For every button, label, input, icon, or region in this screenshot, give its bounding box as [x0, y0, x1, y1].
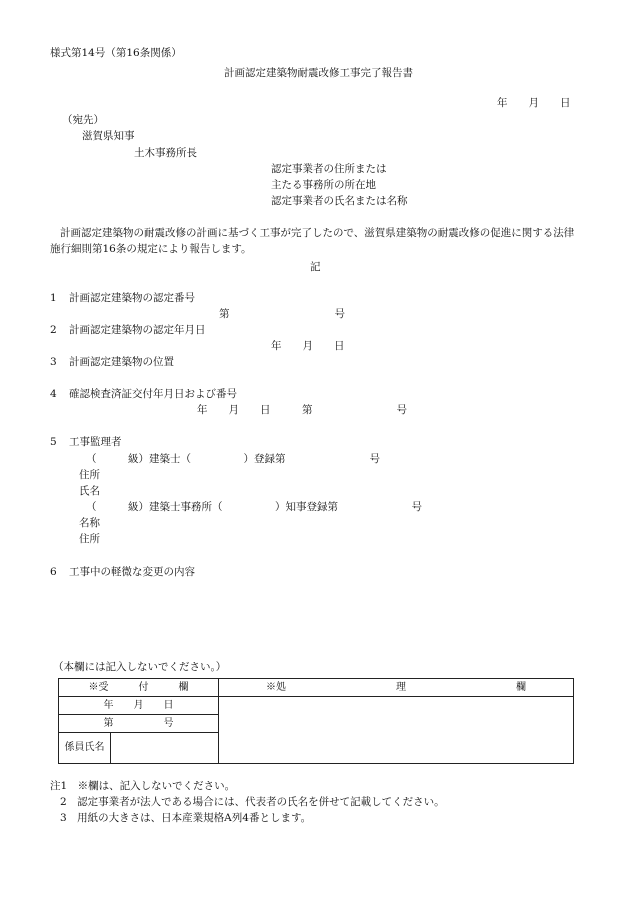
body-text: 施行細則第16条の規定により報告します。	[50, 243, 252, 255]
item-label: 工事監理者	[69, 436, 122, 448]
item-label: 工事中の軽微な変更の内容	[69, 566, 195, 578]
item-label: 確認検査済証交付年月日および番号	[69, 388, 237, 400]
processing-header: ※処 理 欄	[219, 679, 574, 697]
office-line: （ 級）建築士事務所（ ）知事登録第 号	[86, 501, 422, 513]
note-item: 3 用紙の大きさは、日本産業規格A列4番とします。	[60, 812, 312, 824]
item-number: 3	[50, 356, 57, 368]
applicant-line: 認定事業者の住所または	[271, 163, 387, 175]
item-value: 年 月 日 第 号	[197, 404, 407, 416]
architect-line: （ 級）建築士（ ）登録第 号	[86, 453, 380, 465]
item-label: 計画認定建築物の位置	[69, 356, 174, 368]
document-title: 計画認定建築物耐震改修工事完了報告書	[224, 67, 413, 79]
reception-date-cell: 年 月 日	[59, 697, 219, 715]
architect-name: 氏名	[79, 485, 100, 497]
office-name: 名称	[79, 517, 100, 529]
item-label: 計画認定建築物の認定番号	[69, 292, 195, 304]
item-number: 5	[50, 436, 57, 448]
item-number: 1	[50, 292, 57, 304]
item-number: 6	[50, 566, 57, 578]
form-number: 様式第14号（第16条関係）	[50, 47, 182, 59]
item-number: 4	[50, 388, 57, 400]
staff-label: 係員氏名	[59, 733, 111, 764]
addressee-office: 土木事務所長	[134, 147, 197, 159]
item-value: 年 月 日	[271, 340, 345, 352]
reception-header: ※受 付 欄	[59, 679, 219, 697]
receipt-table	[58, 678, 574, 764]
item-number: 2	[50, 324, 57, 336]
office-address: 住所	[79, 533, 100, 545]
ki-heading: 記	[310, 261, 321, 273]
office-use-note: （本欄には記入しないでください。）	[53, 661, 227, 673]
processing-cell	[219, 697, 574, 764]
staff-name-cell	[111, 733, 219, 764]
reception-number-cell: 第 号	[59, 715, 219, 733]
body-text: 計画認定建築物の耐震改修の計画に基づく工事が完了したので、滋賀県建築物の耐震改修の促進に関する法律	[60, 227, 575, 239]
date-line: 年 月 日	[497, 97, 571, 109]
applicant-line: 主たる事務所の所在地	[271, 179, 376, 191]
addressee-prefix: （宛先）	[62, 114, 104, 126]
note-item: 注1 ※欄は、記入しないでください。	[50, 780, 236, 792]
applicant-line: 認定事業者の氏名または名称	[271, 195, 408, 207]
item-value: 第 号	[219, 308, 345, 320]
note-item: 2 認定事業者が法人である場合には、代表者の氏名を併せて記載してください。	[60, 796, 445, 808]
item-label: 計画認定建築物の認定年月日	[69, 324, 206, 336]
architect-address: 住所	[79, 469, 100, 481]
addressee-governor: 滋賀県知事	[82, 130, 135, 142]
